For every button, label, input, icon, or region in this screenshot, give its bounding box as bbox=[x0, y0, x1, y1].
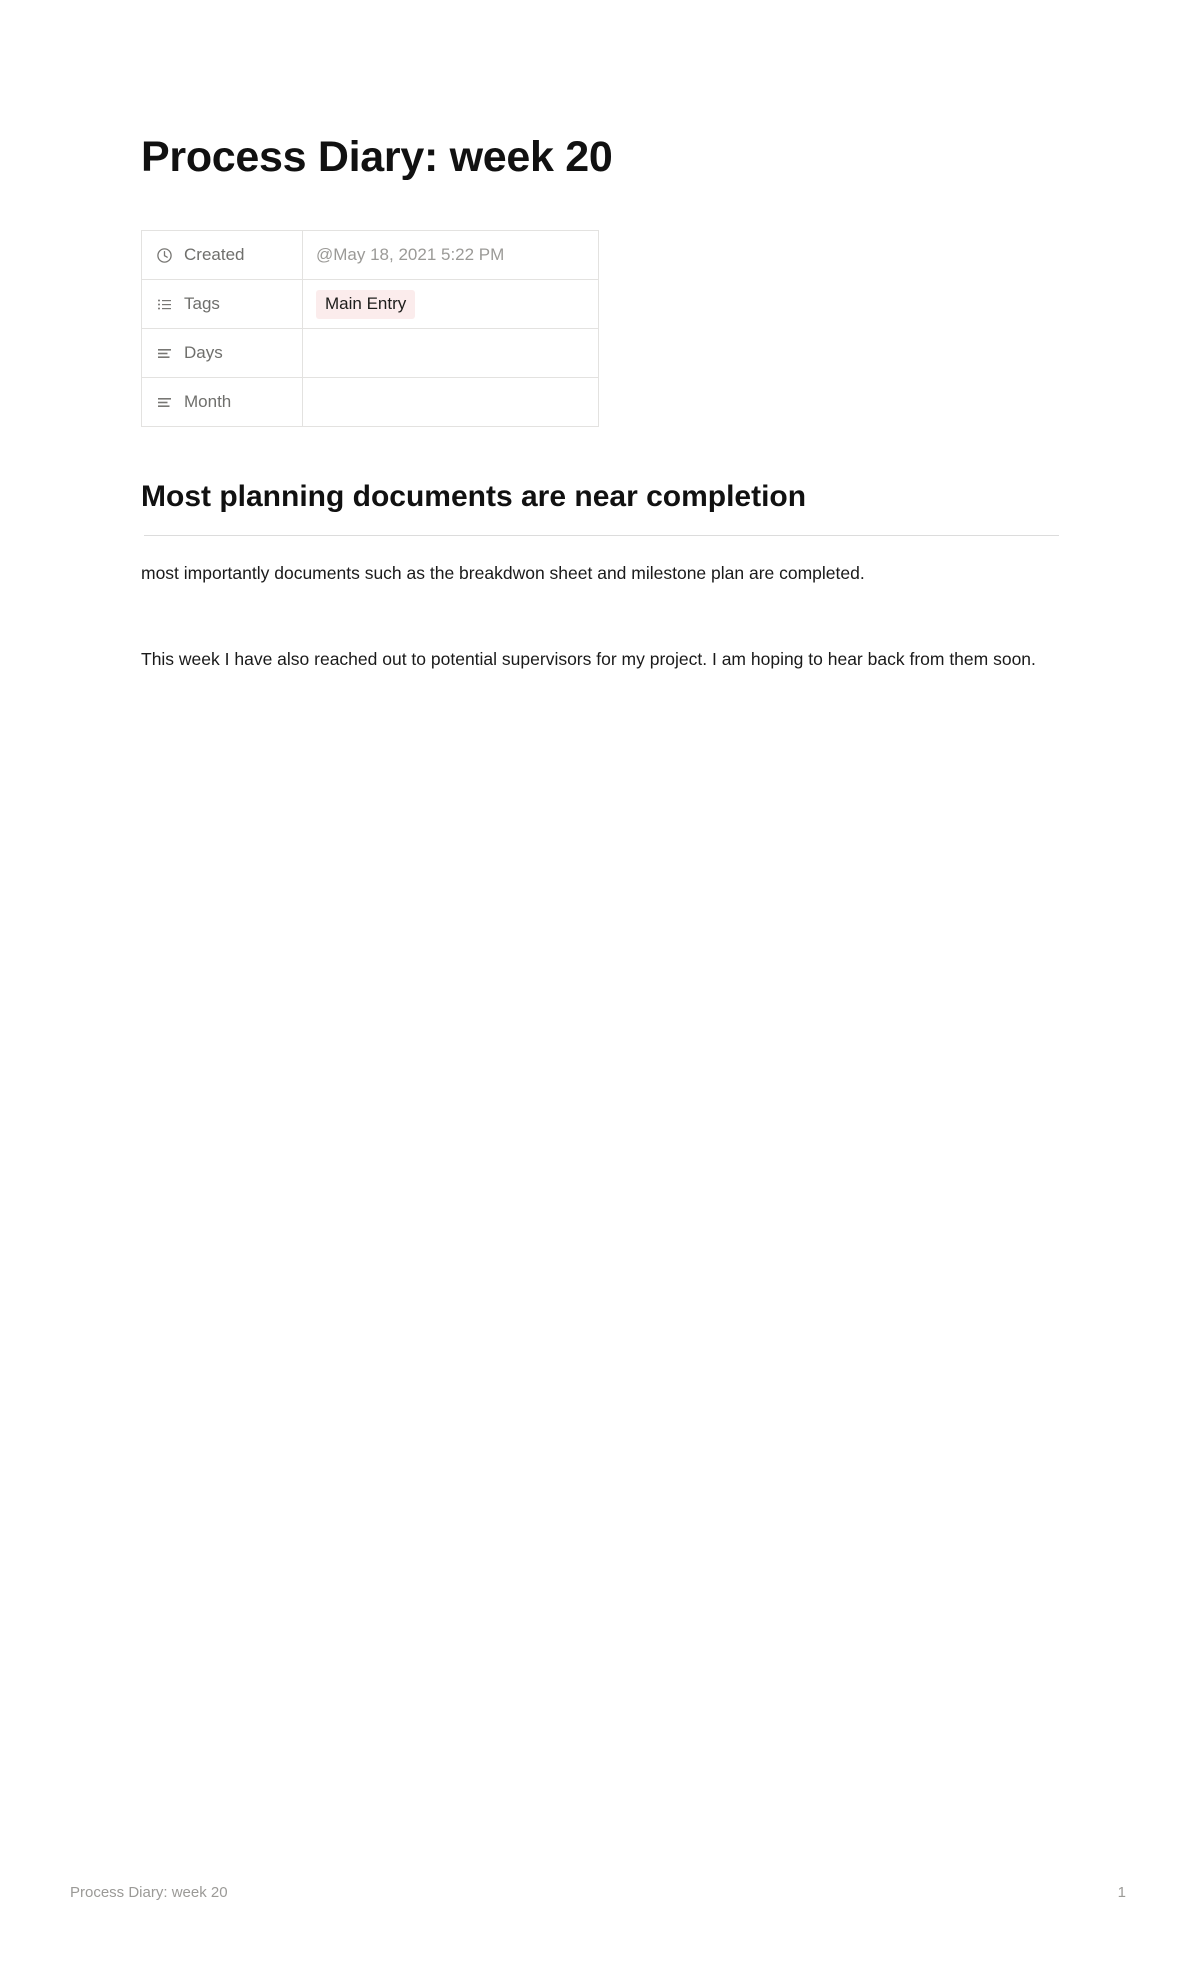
text-lines-icon bbox=[156, 345, 173, 362]
status-badge[interactable]: Main Entry bbox=[316, 290, 415, 319]
page-footer bbox=[70, 1884, 1126, 1901]
table-row bbox=[142, 231, 599, 280]
property-value-month[interactable] bbox=[303, 378, 599, 427]
property-label-text: Created bbox=[184, 245, 245, 265]
property-label-text: Tags bbox=[184, 294, 220, 314]
list-icon bbox=[156, 296, 173, 313]
table-row bbox=[142, 329, 599, 378]
property-label-text: Days bbox=[184, 343, 223, 363]
footer-title: Process Diary: week 20 bbox=[70, 1884, 228, 1901]
property-label-created bbox=[142, 231, 303, 280]
section-heading: Most planning documents are near completion bbox=[141, 480, 807, 514]
table-row bbox=[142, 378, 599, 427]
created-date-value: @May 18, 2021 5:22 PM bbox=[316, 245, 505, 265]
heading-divider bbox=[144, 535, 1059, 536]
page-title: Process Diary: week 20 bbox=[141, 133, 613, 181]
property-value-tags[interactable] bbox=[303, 280, 599, 329]
table-row bbox=[142, 280, 599, 329]
property-value-days[interactable] bbox=[303, 329, 599, 378]
document-content bbox=[141, 0, 1061, 673]
footer-page-number: 1 bbox=[1117, 1884, 1126, 1901]
property-label-text: Month bbox=[184, 392, 232, 412]
property-label-tags bbox=[142, 280, 303, 329]
properties-table bbox=[141, 230, 599, 427]
property-label-month bbox=[142, 378, 303, 427]
body-paragraph-1: most importantly documents such as the breakdwon sheet and milestone plan are completed. bbox=[141, 563, 865, 584]
text-lines-icon bbox=[156, 394, 173, 411]
clock-icon bbox=[156, 247, 173, 264]
body-paragraph-2: This week I have also reached out to potential supervisors for my project. I am hoping to hear back from them soon. bbox=[141, 648, 1036, 669]
property-value-created[interactable] bbox=[303, 231, 599, 280]
property-label-days bbox=[142, 329, 303, 378]
